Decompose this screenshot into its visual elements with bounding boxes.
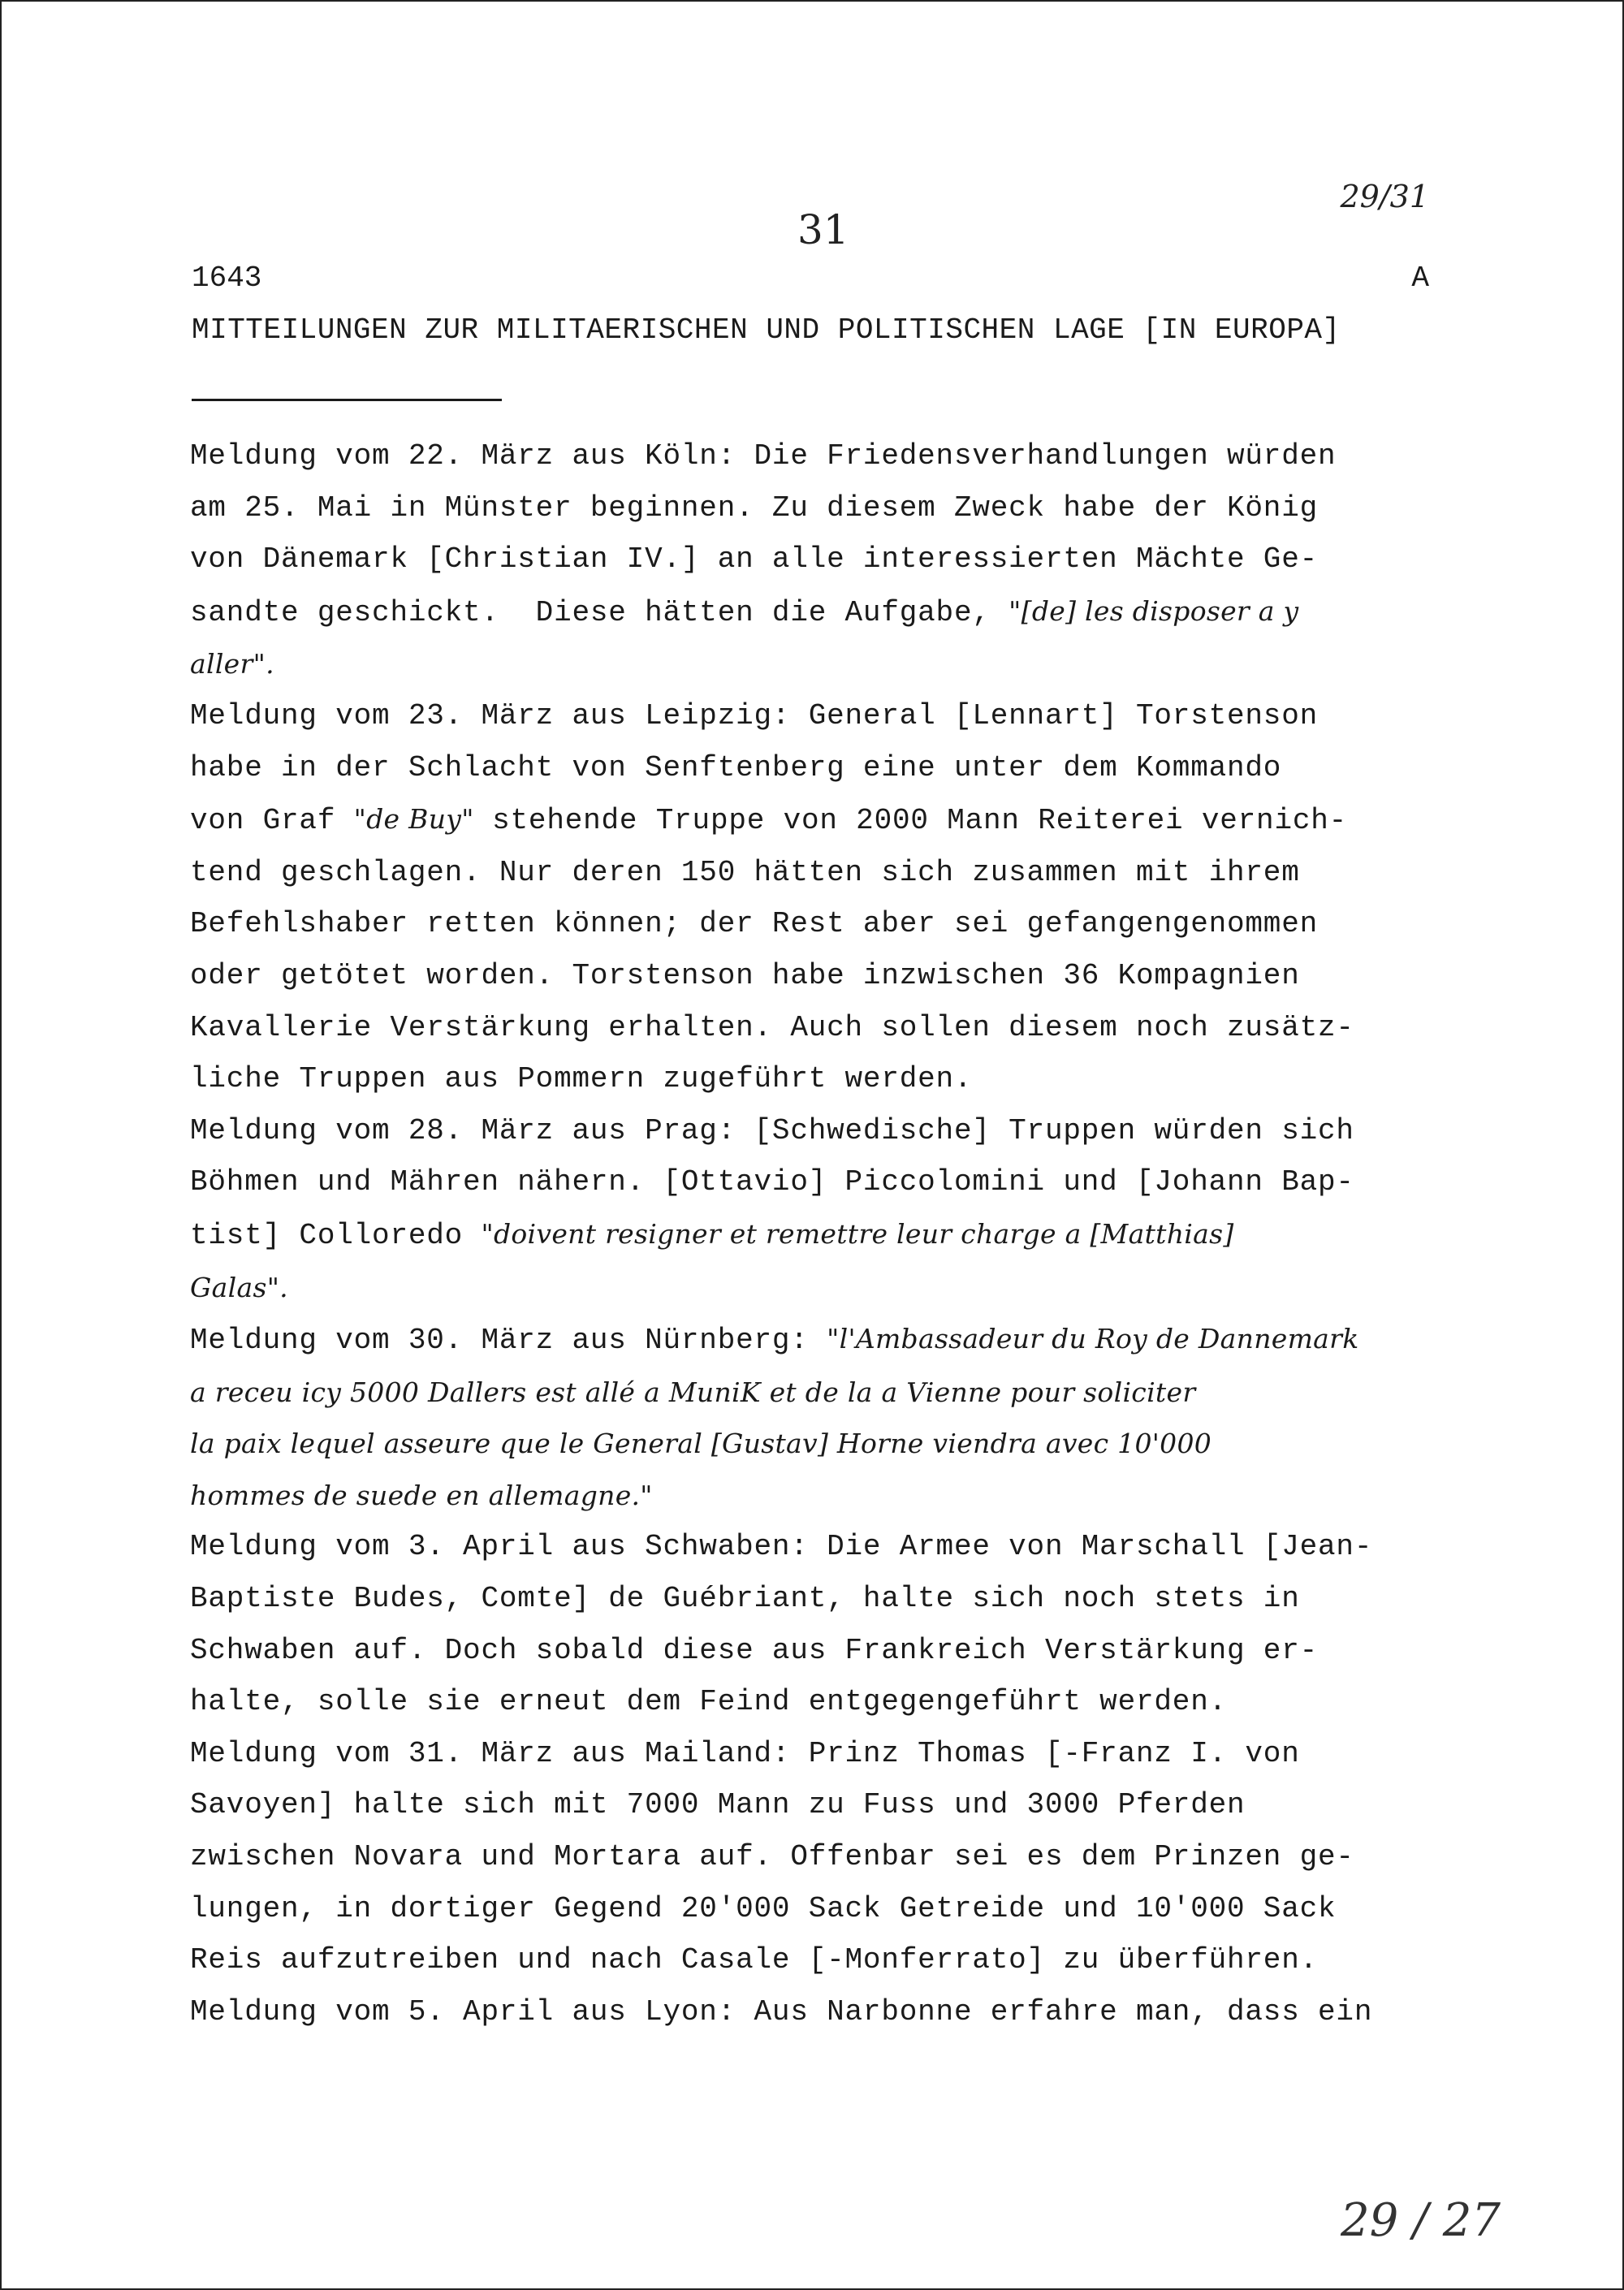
line-text: Schwaben auf. Doch sobald diese aus Frankreich Verstärkung er- (190, 1633, 1319, 1667)
line-text: sandte geschickt. Diese hätten die Aufgabe, (190, 595, 1009, 629)
text-line (190, 1625, 1465, 1677)
line-text: Kavallerie Verstärkung erhalten. Auch sollen diesem noch zusätz- (190, 1010, 1354, 1044)
line-text: zwischen Novara und Mortara auf. Offenbar sei es dem Prinzen ge- (190, 1840, 1354, 1874)
report-entry (190, 1105, 1465, 1313)
text-line (190, 1831, 1465, 1883)
text-line (190, 1262, 1465, 1314)
text-line (190, 1313, 1465, 1367)
quoted-french-text: hommes de suede en allemagne." (190, 1479, 653, 1511)
document-heading: MITTEILUNGEN ZUR MILITAERISCHEN UND POLITISCHEN LAGE [IN EUROPA] (192, 313, 1341, 347)
report-entry (190, 690, 1465, 1105)
report-entry (190, 1521, 1465, 1727)
page-number: 31 (797, 206, 849, 253)
line-text: Meldung vom 3. April aus Schwaben: Die Armee von Marschall [Jean- (190, 1530, 1373, 1564)
line-text: von Dänemark [Christian IV.] an alle interessierten Mächte Ge- (190, 542, 1319, 577)
quoted-french-text: a receu icy 5000 Dallers est allé a MuniK et de la a Vienne pour soliciter (190, 1376, 1196, 1408)
document-body (190, 430, 1465, 2037)
text-line (190, 1418, 1465, 1470)
line-text: Meldung vom 28. März aus Prag: [Schwedische] Truppen würden sich (190, 1113, 1354, 1147)
line-text: Meldung vom 5. April aus Lyon: Aus Narbonne erfahre man, dass ein (190, 1994, 1373, 2029)
text-line (190, 1934, 1465, 1986)
report-entry (190, 1728, 1465, 1986)
line-text: stehende Truppe von 2000 Mann Reiterei vernich- (473, 804, 1348, 838)
line-text: oder getötet worden. Torstenson habe inzwischen 36 Kompagnien (190, 958, 1300, 992)
report-entry (190, 430, 1465, 690)
line-text: Meldung vom 30. März aus Nürnberg: (190, 1324, 827, 1358)
text-line (190, 638, 1465, 690)
text-line (190, 1053, 1465, 1105)
text-line (190, 1002, 1465, 1054)
line-text: Böhmen und Mähren nähern. [Ottavio] Piccolomini und [Johann Bap- (190, 1165, 1354, 1199)
quoted-french-text: aller". (190, 648, 274, 681)
text-line (190, 1573, 1465, 1625)
line-text: habe in der Schlacht von Senftenberg eine unter dem Kommando (190, 750, 1282, 784)
text-line (190, 898, 1465, 950)
text-line (190, 950, 1465, 1002)
text-line (190, 430, 1465, 482)
line-text: Meldung vom 31. März aus Mailand: Prinz Thomas [-Franz I. von (190, 1736, 1300, 1770)
text-line (190, 1883, 1465, 1935)
text-line (190, 1367, 1465, 1419)
line-text: Reis aufzutreiben und nach Casale [-Monferrato] zu überführen. (190, 1943, 1319, 1977)
text-line (190, 482, 1465, 534)
line-text: Befehlshaber retten können; der Rest aber sei gefangengenommen (190, 907, 1319, 941)
quoted-french-text: "l'Ambassadeur du Roy de Dannemark (827, 1323, 1359, 1355)
line-text: halte, solle sie erneut dem Feind entgegengeführt werden. (190, 1685, 1227, 1719)
line-text: Meldung vom 22. März aus Köln: Die Friedensverhandlungen würden (190, 439, 1337, 473)
text-line (190, 847, 1465, 899)
text-line (190, 534, 1465, 585)
report-entry (190, 1313, 1465, 1521)
line-text: tend geschlagen. Nur deren 150 hätten sich zusammen mit ihrem (190, 855, 1300, 889)
line-text: lungen, in dortiger Gegend 20'000 Sack Getreide und 10'000 Sack (190, 1891, 1337, 1925)
section-letter: A (1411, 261, 1429, 295)
line-text: liche Truppen aus Pommern zugeführt werden. (190, 1062, 973, 1096)
text-line (190, 1105, 1465, 1157)
text-line (190, 585, 1465, 639)
quoted-french-text: "doivent resigner et remettre leur charge a [Matthias] (481, 1217, 1234, 1250)
heading-rule (192, 399, 502, 401)
report-entry (190, 1986, 1465, 2038)
text-line (190, 1676, 1465, 1728)
text-line (190, 1986, 1465, 2038)
text-line (190, 742, 1465, 794)
text-line (190, 1470, 1465, 1522)
quoted-french-text: "de Buy" (353, 803, 474, 836)
document-year: 1643 (192, 261, 262, 295)
text-line (190, 1208, 1465, 1262)
archive-reference: 29/31 (1340, 179, 1429, 214)
handwritten-page-note: 29 / 27 (1341, 2194, 1501, 2247)
text-line (190, 1779, 1465, 1831)
line-text: tist] Colloredo (190, 1218, 482, 1252)
line-text: von Graf (190, 804, 354, 838)
quoted-french-text: "[de] les disposer a y (1009, 594, 1299, 627)
line-text: Meldung vom 23. März aus Leipzig: General [Lennart] Torstenson (190, 698, 1319, 732)
text-line (190, 1728, 1465, 1780)
text-line (190, 793, 1465, 847)
line-text: Baptiste Budes, Comte] de Guébriant, halte sich noch stets in (190, 1582, 1300, 1616)
line-text: Savoyen] halte sich mit 7000 Mann zu Fuss und 3000 Pferden (190, 1788, 1246, 1822)
text-line (190, 690, 1465, 742)
quoted-french-text: la paix lequel asseure que le General [Gustav] Horne viendra avec 10'000 (190, 1428, 1212, 1460)
text-line (190, 1156, 1465, 1208)
text-line (190, 1521, 1465, 1573)
line-text: am 25. Mai in Münster beginnen. Zu diesem Zweck habe der König (190, 490, 1319, 525)
quoted-french-text: Galas". (190, 1271, 288, 1303)
